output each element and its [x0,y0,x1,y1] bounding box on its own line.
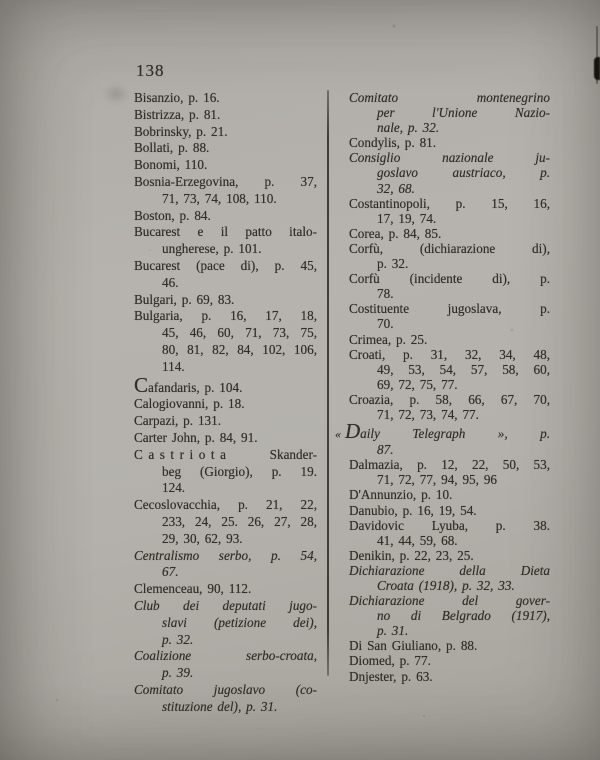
index-entry [134,208,317,225]
entry-line: 29, 30, 62, 93. [162,530,243,546]
entry-line: Clemenceau, 90, 112. [134,581,252,597]
index-entry [349,347,550,392]
entry-line: Bollati, p. 88. [134,140,210,156]
index-entry [349,563,550,593]
entry-line: Dichiarazione del gover- [349,593,550,609]
index-entry [134,157,317,174]
entry-line: Coalizione serbo-croata, [134,648,317,664]
index-entry [134,447,317,497]
index-entry [349,150,550,195]
index-entry [349,135,550,150]
index-column-left [134,90,317,715]
entry-line: 45, 46, 60, 71, 73, 75, [162,325,317,341]
index-entry [349,332,550,347]
entry-line: Costituente jugoslava, p. [349,301,550,317]
entry-line: Centralismo serbo, p. 54, [134,547,317,563]
index-entry [349,392,550,422]
index-entry [134,548,317,582]
entry-line: Crimea, p. 25. [349,331,428,347]
entry-line: Denikin, p. 22, 23, 25. [349,547,474,563]
entry-line: 46. [162,274,179,290]
section-drop-cap: D [345,419,361,444]
index-entry [134,224,317,258]
entry-line: Dichiarazione della Dieta [349,562,550,578]
entry-line: Cecoslovacchia, p. 21, 22, [134,497,317,513]
entry-line: per l'Unione Nazio- [377,105,550,121]
entry-line: Croata (1918), p. 32, 33. [377,578,515,593]
index-column-right [335,90,550,684]
entry-line: no di Belgrado (1917), [377,608,550,624]
entry-line: Castriota Skander- [134,446,317,462]
entry-line: 17, 19, 74. [377,210,437,226]
index-entry [134,648,317,682]
index-entry [349,518,550,548]
index-entry [134,581,317,598]
entry-line: beg (Giorgio), p. 19. [162,463,317,479]
entry-line: Comitato jugoslavo (co- [134,681,317,697]
entry-line: Dalmazia, p. 12, 22, 50, 53, [349,457,550,473]
entry-line: Carpazi, p. 131. [134,413,222,429]
entry-line: Bonomi, 110. [134,157,208,173]
entry-line: Boston, p. 84. [134,207,211,223]
entry-line: 67. [162,564,179,580]
entry-line: Bosnia-Erzegovina, p. 37, [134,173,317,189]
index-entry [349,457,550,487]
page-number: 138 [136,61,165,80]
entry-line: Carter John, p. 84, 91. [134,429,258,445]
index-entry [349,638,550,653]
index-entry [134,372,317,397]
entry-line: Condylis, p. 81. [349,135,437,151]
index-entry [349,241,550,271]
entry-line: Bistrizza, p. 81. [134,106,221,122]
entry-line: Bucarest (pace di), p. 45, [134,257,317,273]
index-entry [134,497,317,547]
index-entry [134,396,317,413]
entry-line: D'Annunzio, p. 10. [349,487,453,503]
entry-line: 41, 44, 59, 68. [377,532,458,548]
entry-line: Di San Giuliano, p. 88. [349,638,478,654]
index-entry [349,487,550,502]
entry-line: Costantinopoli, p. 15, 16, [349,195,550,211]
index-entry [134,90,317,107]
section-drop-cap: C [134,372,149,397]
index-entry [349,653,550,668]
entry-line: Dnjester, p. 63. [349,668,433,684]
entry-line: 114. [162,358,185,374]
entry-line: Cafandaris, p. 104. [134,372,243,397]
index-entry [134,140,317,157]
index-entry [134,682,317,716]
index-entry [134,413,317,430]
index-entry [349,90,550,135]
entry-line: p. 31. [377,623,409,639]
entry-line: ungherese, p. 101. [162,241,262,257]
entry-line: Calogiovanni, p. 18. [134,396,245,412]
letterspaced-name: Castriota [134,446,232,462]
entry-line: 233, 24, 25. 26, 27, 28, [162,513,317,529]
index-entry [349,226,550,241]
index-entry [134,292,317,309]
entry-line: slavi (petizione dei), [162,614,317,630]
entry-line: Consiglio nazionale ju- [349,150,550,166]
entry-line: Bobrinsky, p. 21. [134,123,228,139]
entry-line: Corfù (incidente di), p. [349,271,550,287]
column-divider-rule [327,90,329,676]
entry-line: Diomed, p. 77. [349,653,431,669]
entry-line: 71, 72, 77, 94, 95, 96 [377,472,498,488]
entry-line: p. 32. [162,631,194,647]
entry-line: Bucarest e il patto italo- [134,224,317,240]
entry-line: Bulgari, p. 69, 83. [134,291,235,307]
paper-smudge [103,84,129,104]
entry-line: goslavo austriaco, p. [377,165,550,181]
index-entry [349,271,550,301]
entry-line: p. 32. [377,256,409,272]
entry-line: 32, 68. [377,180,415,196]
index-entry [134,124,317,141]
entry-line: Danubio, p. 16, 19, 54. [349,502,477,518]
entry-line: Corea, p. 84, 85. [349,225,442,241]
index-entry [335,419,550,458]
index-entry [349,503,550,518]
entry-line: « Daily Telegraph », p. [335,419,550,444]
entry-line: Croazia, p. 58, 66, 67, 70, [349,391,550,407]
entry-line: p. 39. [162,665,194,681]
open-guillemet: « [335,427,341,442]
entry-line: 78. [377,286,394,302]
entry-line: Club dei deputati jugo- [134,597,317,613]
index-entry [134,107,317,124]
entry-line: Croati, p. 31, 32, 34, 48, [349,346,550,362]
entry-line: Bisanzio, p. 16. [134,90,220,105]
entry-line: 87. [377,442,394,458]
index-entry [349,301,550,331]
entry-line: Davidovic Lyuba, p. 38. [349,517,550,533]
index-entry [349,593,550,638]
entry-line: 71, 72, 73, 74, 77. [377,406,479,422]
scan-artifact-blob [594,57,600,80]
entry-line: 80, 81, 82, 84, 102, 106, [162,341,317,357]
index-entry [349,669,550,684]
index-entry [134,308,317,375]
index-entry [349,196,550,226]
entry-line: Bulgaria, p. 16, 17, 18, [134,308,317,324]
index-entry [349,548,550,563]
entry-line: 124. [162,480,186,496]
entry-line: 71, 73, 74, 108, 110. [162,190,277,206]
index-entry [134,598,317,648]
entry-line: stituzione del), p. 31. [162,698,278,714]
entry-line: 70. [377,316,394,332]
entry-line: 49, 53, 54, 57, 58, 60, [377,361,550,377]
index-entry [134,258,317,292]
entry-line: nale, p. 32. [377,120,440,136]
entry-line: Comitato montenegrino [349,90,550,105]
entry-line: 69, 72, 75, 77. [377,376,458,392]
index-entry [134,430,317,447]
index-entry [134,174,317,208]
entry-line: Corfù, (dichiarazione di), [349,240,550,256]
